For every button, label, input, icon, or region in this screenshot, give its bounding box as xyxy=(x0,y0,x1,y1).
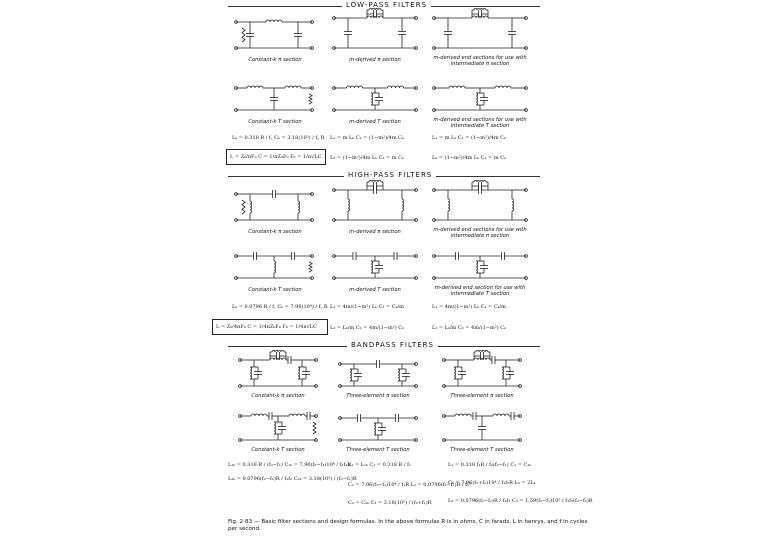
lp-pi-constant-k-circuit xyxy=(232,14,316,54)
formula-hp-m2: L₂ = Lₖ/m C₂ = 4m/(1−m²) Cₖ xyxy=(330,325,404,331)
formula-box-hp: L = Z₀/4πF₀ C = 1/4πZ₀F₀ F₀ = 1/4π√LC xyxy=(212,319,328,335)
formula-lp-m2: L₂ = (1−m²)/4m Lₖ C₂ = m Cₖ xyxy=(330,155,404,161)
bp-pi-constant-k-circuit xyxy=(236,352,320,392)
inductor-icon xyxy=(454,367,456,379)
formula-lp-k: Lₖ = 0.318 R / f꜀ Cₖ = 3.18(10⁵) / f꜀ R xyxy=(232,135,325,141)
inductor-icon xyxy=(251,414,267,416)
capacitor-icon xyxy=(378,428,386,431)
capacitor-icon xyxy=(458,372,466,375)
caption-hp-pi-m: m-derived π section xyxy=(349,229,401,235)
capacitor-icon xyxy=(353,252,356,260)
capacitor-icon xyxy=(511,412,514,420)
capacitor-icon xyxy=(374,186,377,194)
capacitor-icon xyxy=(302,372,310,375)
capacitor-icon xyxy=(444,32,452,35)
caption-hp-t-m: m-derived T section xyxy=(349,287,401,293)
inductor-icon xyxy=(474,9,486,11)
lp-t-constant-k-circuit xyxy=(232,80,316,116)
caption-bp-pi-k: Constant-k π section xyxy=(251,393,305,399)
formula-bp-6: L₁ = 0.318 f₁R / f₂(f₂−f₁) C₁ = C₁ₖ xyxy=(448,462,532,468)
resistor-icon xyxy=(242,28,245,42)
lp-t-m-derived-end-circuit xyxy=(430,80,530,116)
capacitor-icon xyxy=(502,252,505,260)
capacitor-icon xyxy=(294,34,302,37)
capacitor-icon xyxy=(354,374,362,377)
inductor-icon xyxy=(250,367,252,379)
capacitor-icon xyxy=(479,182,482,190)
resistor-icon xyxy=(313,422,316,434)
caption-bp-pi-3b: Three-element π section xyxy=(450,393,514,399)
inductor-icon xyxy=(374,423,376,435)
hp-t-m-derived-end-circuit xyxy=(430,248,530,284)
capacitor-icon xyxy=(480,266,488,269)
formula-bp-8: L₂ = 0.0796(f₂−f₁)R / f₁f₂ C₃ = 1.59(f₂−f₁)10⁵ / f₁f₂(f₂−f₁)R xyxy=(448,498,593,504)
inductor-icon xyxy=(476,93,478,105)
inductor-icon xyxy=(347,86,363,88)
bp-t-constant-k-circuit xyxy=(236,408,320,446)
capacitor-icon xyxy=(402,374,410,377)
formula-hp-m: L₁ = 4m/(1−m²) Lₖ C₁ = Cₖ/m xyxy=(330,304,404,310)
formula-lp-m: L₁ = m Lₖ C₁ = (1−m²)/4m Cₖ xyxy=(330,135,404,141)
capacitor-icon xyxy=(254,372,262,375)
resistor-icon xyxy=(242,200,245,214)
lp-pi-m-derived-end-circuit xyxy=(430,10,530,54)
capacitor-icon xyxy=(269,412,272,420)
high-pass-header: HIGH-PASS FILTERS xyxy=(344,171,436,179)
inductor-icon xyxy=(474,358,490,360)
capacitor-icon xyxy=(375,266,383,269)
inductor-icon xyxy=(369,181,381,183)
caption-lp-t-mi: m-derived end sections for use with intermediate T section xyxy=(433,117,527,129)
resistor-icon xyxy=(309,262,312,272)
low-pass-header: LOW-PASS FILTERS xyxy=(342,1,431,9)
capacitor-icon xyxy=(375,98,383,101)
formula-bp-7: C₂ = 7.96(f₂+f₁)10⁴ / f₁f₂R L₃ = 2Lₖ xyxy=(448,480,536,486)
caption-bp-t-3: Three-element T section xyxy=(346,447,410,453)
inductor-icon xyxy=(348,199,350,211)
capacitor-icon xyxy=(278,427,286,430)
capacitor-icon xyxy=(288,356,291,364)
inductor-icon xyxy=(371,261,373,273)
formula-hp-k: Lₖ = 0.0796 R / f꜀ Cₖ = 7.96(10⁴) / f꜀ R xyxy=(232,304,328,310)
lp-pi-m-derived-circuit xyxy=(330,10,420,54)
capacitor-icon xyxy=(456,252,459,260)
formula-hp-mi: L₁ = 4m/(1−m²) Lₖ C₁ = Cₖ/m xyxy=(432,304,506,310)
inductor-icon xyxy=(402,199,404,211)
inductor-icon xyxy=(274,261,276,273)
inductor-icon xyxy=(474,181,486,183)
inductor-icon xyxy=(476,351,488,353)
formula-bp-2: L₂ₖ = 0.0796(f₂−f₁)R / f₁f₂ C₂ₖ = 3.18(10⁵) / (f₂−f₁)R xyxy=(228,476,357,482)
formula-bp-3: L₁ = L₁ₖ C₁ = 0.318 R / f₁ xyxy=(348,462,412,468)
inductor-icon xyxy=(369,9,381,11)
caption-lp-pi-k: Constant-k π section xyxy=(248,57,302,63)
hp-t-constant-k-circuit xyxy=(232,248,316,284)
inductor-icon xyxy=(367,16,383,18)
capacitor-icon xyxy=(473,412,476,420)
inductor-icon xyxy=(388,86,404,88)
formula-bp-5: C₂ = C₂ₖ C₃ = 3.18(10⁵) / (f₂+f₁)R xyxy=(348,500,432,506)
capacitor-icon xyxy=(398,32,406,35)
capacitor-icon xyxy=(344,32,352,35)
capacitor-icon xyxy=(480,98,488,101)
formula-hp-mi2: L₂ = Lₖ/m C₂ = 4m/(1−m²) Cₖ xyxy=(432,325,506,331)
inductor-icon xyxy=(448,199,450,211)
inductor-icon xyxy=(495,86,511,88)
inductor-icon xyxy=(371,93,373,105)
caption-bp-pi-3: Three-element π section xyxy=(346,393,410,399)
capacitor-icon xyxy=(506,372,514,375)
resistor-icon xyxy=(309,94,312,104)
hp-pi-constant-k-circuit xyxy=(232,186,316,226)
hp-pi-m-derived-end-circuit xyxy=(430,182,530,226)
inductor-icon xyxy=(272,351,284,353)
inductor-icon xyxy=(472,16,488,18)
capacitor-icon xyxy=(273,190,276,198)
inductor-icon xyxy=(476,261,478,273)
formula-lp-mi2: L₂ = (1−m²)/4m Lₖ C₂ = m Cₖ xyxy=(432,155,506,161)
band-pass-header: BANDPASS FILTERS xyxy=(347,341,438,349)
inductor-icon xyxy=(266,20,282,22)
inductor-icon xyxy=(493,414,509,416)
lp-t-m-derived-circuit xyxy=(330,80,420,116)
hp-t-m-derived-circuit xyxy=(330,248,420,284)
capacitor-icon xyxy=(374,182,377,190)
inductor-icon xyxy=(289,414,305,416)
caption-bp-t-k: Constant-k T section xyxy=(251,447,305,453)
caption-lp-t-m: m-derived T section xyxy=(349,119,401,125)
inductor-icon xyxy=(250,201,252,213)
bp-pi-three-element-b-circuit xyxy=(440,352,524,392)
inductor-icon xyxy=(274,422,276,434)
capacitor-icon xyxy=(254,252,257,260)
inductor-icon xyxy=(512,199,514,211)
inductor-icon xyxy=(285,86,301,88)
caption-hp-pi-k: Constant-k π section xyxy=(248,229,302,235)
hp-pi-m-derived-circuit xyxy=(330,182,420,226)
caption-hp-t-k: Constant-k T section xyxy=(248,287,302,293)
inductor-icon xyxy=(298,201,300,213)
caption-hp-t-mi: m-derived end section for use with intermediate T section xyxy=(434,285,526,297)
formula-bp-1: L₁ₖ = 0.318 R / (f₂−f₁) C₁ₖ = 7.96(f₂−f₁)10⁴ / f₁f₂R xyxy=(228,462,352,468)
caption-hp-pi-mi: m-derived end sections for use with intermediate π section xyxy=(433,227,527,239)
formula-bp-4: C₁ = 7.96(f₂−f₁)10⁴ / f₁R L₂ = 0.0796(f₂−f₁)R / f₁² xyxy=(348,482,472,488)
capacitor-icon xyxy=(479,186,482,194)
caption-lp-t-k: Constant-k T section xyxy=(248,119,302,125)
figure-caption: Fig. 2-83 — Basic filter sections and design formulas. In the above formulas R is in ohms, C in farads, L in henrys, and f in cycles per second. xyxy=(228,519,588,533)
capacitor-icon xyxy=(377,360,380,368)
inductor-icon xyxy=(298,367,300,379)
capacitor-icon xyxy=(394,252,397,260)
capacitor-icon xyxy=(270,98,278,101)
capacitor-icon xyxy=(492,356,495,364)
caption-bp-t-3b: Three-element T section xyxy=(450,447,514,453)
capacitor-icon xyxy=(246,34,254,37)
capacitor-icon xyxy=(358,414,361,422)
bp-t-three-element-b-circuit xyxy=(440,408,524,446)
inductor-icon xyxy=(502,367,504,379)
formula-box-lp: L = Z₀/πF₀ C = 1/πZ₀F₀ F₀ = 1/π√LC xyxy=(226,149,326,165)
inductor-icon xyxy=(455,414,471,416)
formula-lp-mi: L₁ = m Lₖ C₁ = (1−m²)/4m Cₖ xyxy=(432,135,506,141)
inductor-icon xyxy=(350,369,352,381)
bp-t-three-element-circuit xyxy=(336,410,420,446)
caption-lp-pi-m: m-derived π section xyxy=(349,57,401,63)
capacitor-icon xyxy=(307,412,310,420)
inductor-icon xyxy=(449,86,465,88)
capacitor-icon xyxy=(396,414,399,422)
inductor-icon xyxy=(270,358,286,360)
capacitor-icon xyxy=(292,252,295,260)
bp-pi-three-element-circuit xyxy=(336,356,420,392)
capacitor-icon xyxy=(478,427,486,430)
caption-lp-pi-mi: m-derived end sections for use with intermediate π section xyxy=(433,55,527,67)
capacitor-icon xyxy=(508,32,516,35)
inductor-icon xyxy=(247,86,263,88)
inductor-icon xyxy=(398,369,400,381)
